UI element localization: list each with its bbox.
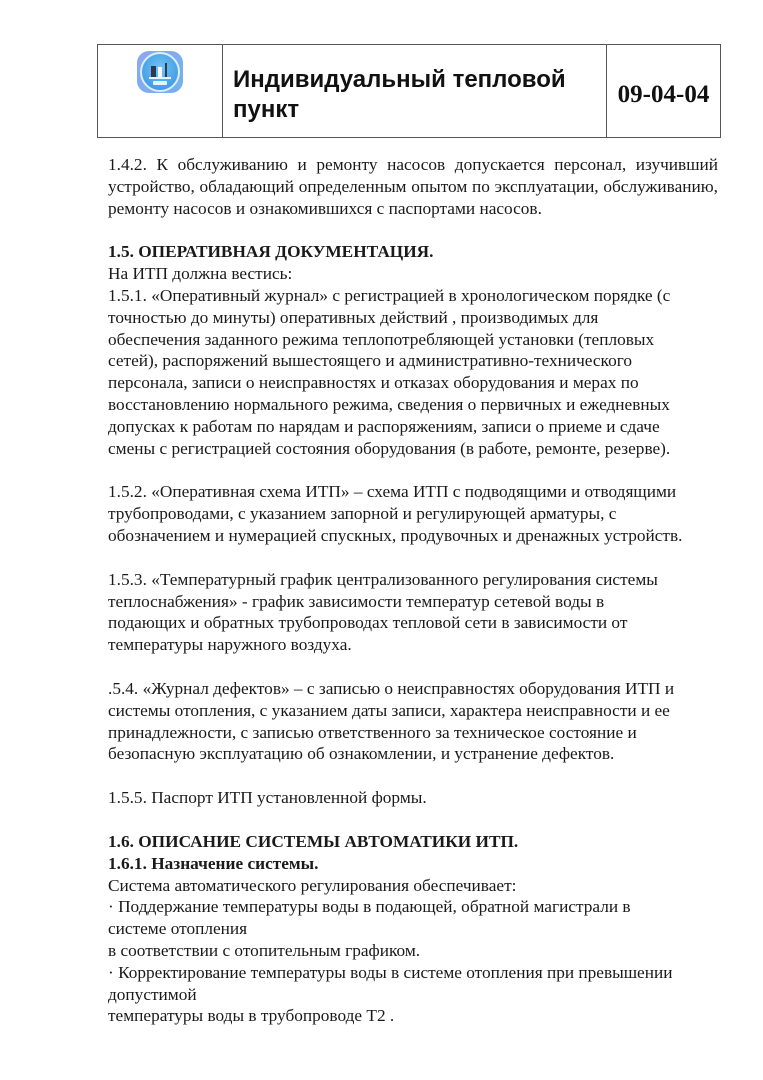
document-header-table bbox=[97, 44, 721, 138]
section-heading-1-5: 1.5. ОПЕРАТИВНАЯ ДОКУМЕНТАЦИЯ. bbox=[108, 242, 434, 262]
section-heading-1-6: 1.6. ОПИСАНИЕ СИСТЕМЫ АВТОМАТИКИ ИТП. bbox=[108, 831, 519, 851]
paragraph-1-4-2: 1.4.2. К обслуживанию и ремонту насосов допускается персонал, изучивший устройство, обладающий определенным опытом по эксплуатации, обслуживанию, ремонту насосов и ознакомившихся с паспортами насосов. bbox=[108, 155, 718, 218]
code-cell bbox=[607, 45, 720, 137]
text-line: персонала, записи о неисправностях и отказах оборудования и мерах по bbox=[108, 373, 639, 393]
text-line: допустимой bbox=[108, 984, 197, 1004]
text-line: восстановлению нормального режима, сведения о первичных и ежедневных bbox=[108, 394, 670, 414]
bullet-line: · Поддержание температуры воды в подающей, обратной магистрали в bbox=[108, 897, 631, 917]
document-title bbox=[233, 65, 566, 125]
text-line: 1.5.3. «Температурный график централизованного регулирования системы bbox=[108, 569, 658, 589]
text-line: в соответствии с отопительным графиком. bbox=[108, 940, 421, 960]
paragraph-1-6-1 bbox=[108, 875, 718, 1028]
document-code: 09-04-04 bbox=[617, 81, 710, 108]
text-line: сетей), распоряжений вышестоящего и административно-технического bbox=[108, 351, 633, 371]
text-line: обеспечения заданного режима теплопотребляющей установки (тепловых bbox=[108, 329, 655, 349]
company-emblem-icon bbox=[137, 51, 183, 93]
text-line: 1.5.2. «Оперативная схема ИТП» – схема ИТП с подводящими и отводящими bbox=[108, 482, 677, 502]
text-line: температуры воды в трубопроводе Т2 . bbox=[108, 1006, 395, 1026]
text-line: смены с регистрацией состояния оборудования (в работе, ремонте, резерве). bbox=[108, 438, 671, 458]
text-line: температуры наружного воздуха. bbox=[108, 635, 352, 655]
title-line-1: Индивидуальный тепловой bbox=[233, 66, 566, 93]
text-line: теплоснабжения» - график зависимости температур сетевой воды в bbox=[108, 591, 605, 611]
paragraph-1-5-4 bbox=[108, 678, 718, 765]
text-line: допусках к работам по нарядам и распоряжениям, записи о приеме и сдаче bbox=[108, 416, 660, 436]
paragraph-1-5-5: 1.5.5. Паспорт ИТП установленной формы. bbox=[108, 788, 427, 808]
bullet-line: · Корректирование температуры воды в системе отопления при превышении bbox=[108, 962, 673, 982]
text-line: трубопроводами, с указанием запорной и регулирующей арматуры, с bbox=[108, 504, 617, 524]
text-line: Система автоматического регулирования обеспечивает: bbox=[108, 875, 517, 895]
section-intro-1-5: На ИТП должна вестись: bbox=[108, 264, 293, 284]
text-line: .5.4. «Журнал дефектов» – с записью о неисправностях оборудования ИТП и bbox=[108, 678, 675, 698]
text-line: принадлежности, с записью ответственного за техническое состояние и bbox=[108, 722, 637, 742]
text-line: системе отопления bbox=[108, 919, 248, 939]
subsection-heading-1-6-1: 1.6.1. Назначение системы. bbox=[108, 853, 319, 873]
text-line: безопасную эксплуатацию об ознакомлении, и устранение дефектов. bbox=[108, 744, 615, 764]
document-body bbox=[108, 154, 718, 1027]
title-line-2: пункт bbox=[233, 96, 300, 123]
text-line: 1.5.1. «Оперативный журнал» с регистрацией в хронологическом порядке (с bbox=[108, 285, 671, 305]
text-line: точностью до минуты) оперативных действий , производимых для bbox=[108, 307, 599, 327]
title-cell bbox=[223, 45, 607, 137]
paragraph-1-5-2 bbox=[108, 481, 718, 546]
text-line: обозначением и нумерацией спускных, продувочных и дренажных устройств. bbox=[108, 525, 683, 545]
paragraph-1-5-1 bbox=[108, 285, 718, 459]
text-line: системы отопления, с указанием даты записи, характера неисправности и ее bbox=[108, 700, 670, 720]
logo-cell bbox=[98, 45, 223, 137]
paragraph-1-5-3 bbox=[108, 569, 718, 656]
text-line: подающих и обратных трубопроводах тепловой сети в зависимости от bbox=[108, 613, 628, 633]
